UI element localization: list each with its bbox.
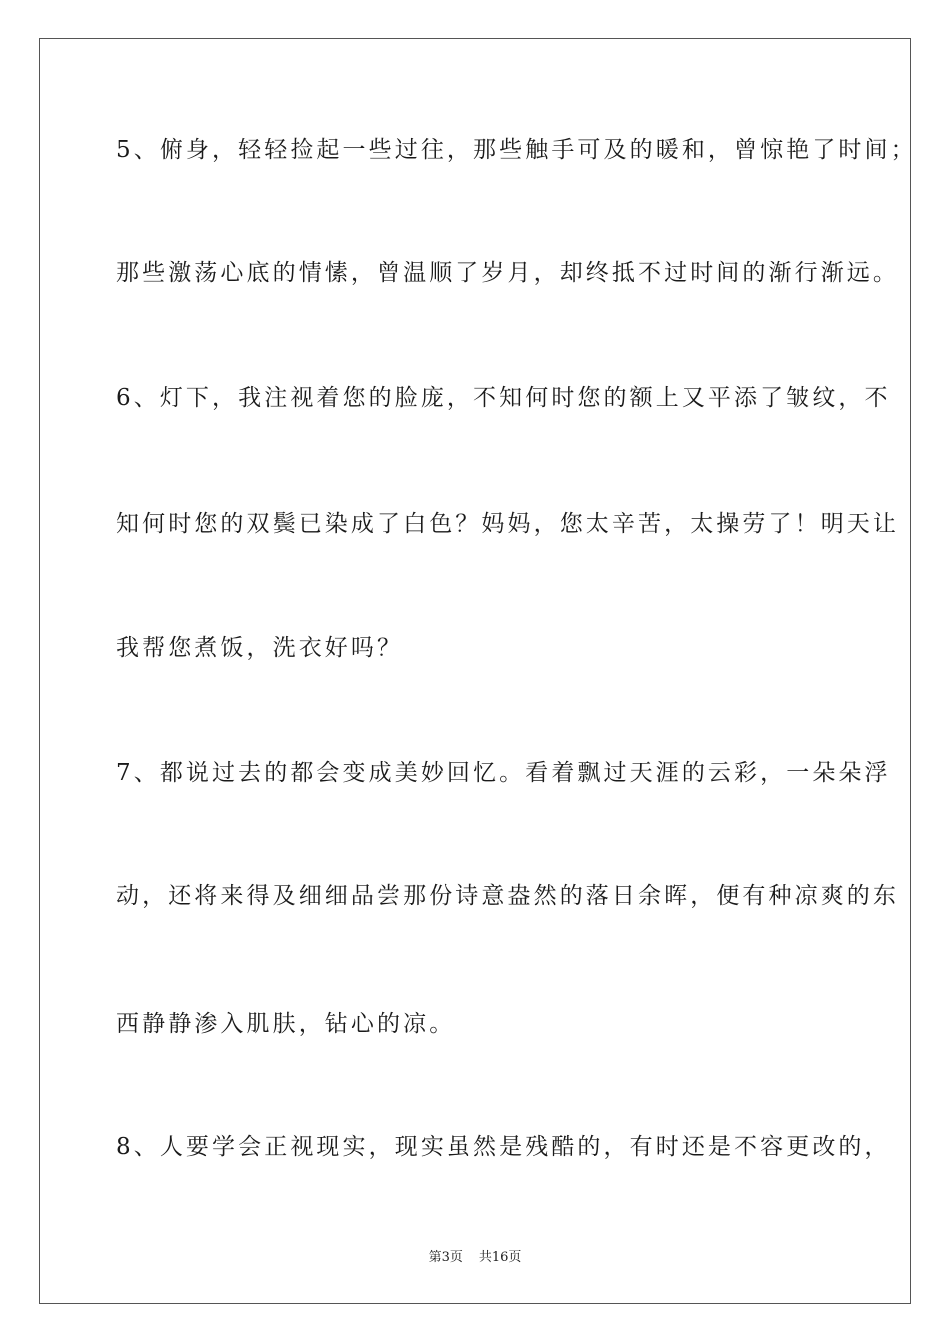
text-line-2: 那些激荡心底的情愫，曾温顺了岁月，却终抵不过时间的渐行渐远。 (116, 260, 899, 286)
page-footer (0, 1246, 950, 1265)
text-line-7: 动，还将来得及细细品尝那份诗意盎然的落日余晖，便有种凉爽的东 (116, 883, 899, 909)
text-line-3: 6、灯下，我注视着您的脸庞，不知何时您的额上又平添了皱纹，不 (116, 385, 891, 411)
text-line-1: 5、俯身，轻轻捡起一些过往，那些触手可及的暖和，曾惊艳了时间； (116, 137, 917, 163)
page-number: 第3页 (428, 1250, 463, 1265)
page-total: 共16页 (478, 1250, 522, 1265)
page-border (39, 38, 911, 1304)
text-line-5: 我帮您煮饭，洗衣好吗？ (116, 635, 404, 661)
text-line-9: 8、人要学会正视现实，现实虽然是残酷的，有时还是不容更改的， (116, 1134, 891, 1160)
text-line-6: 7、都说过去的都会变成美妙回忆。看着飘过天涯的云彩，一朵朵浮 (116, 760, 891, 786)
text-line-8: 西静静渗入肌肤，钻心的凉。 (116, 1011, 456, 1037)
text-line-4: 知何时您的双鬓已染成了白色？妈妈，您太辛苦，太操劳了！明天让 (116, 511, 899, 537)
